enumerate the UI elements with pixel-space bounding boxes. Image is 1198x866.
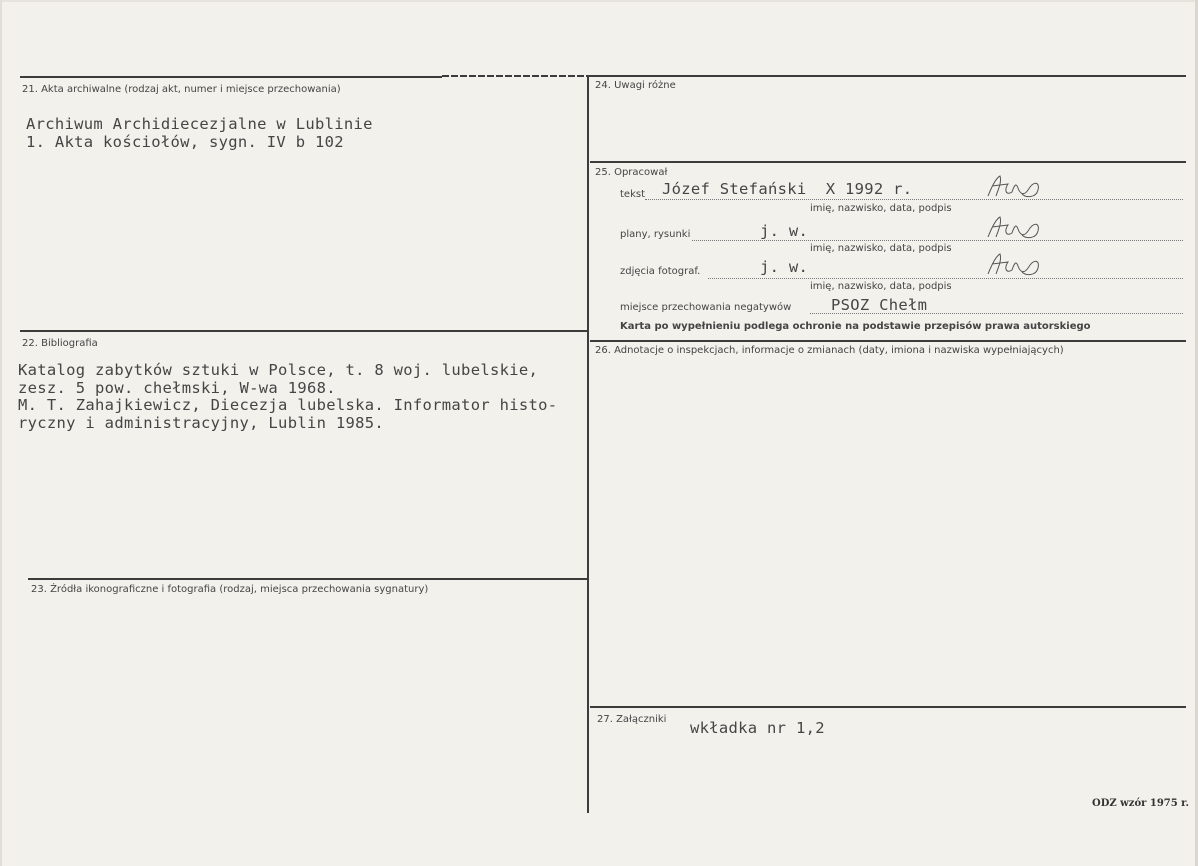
signature-plany (982, 213, 1044, 243)
section-24-label: 24. Uwagi różne (595, 80, 676, 91)
negatywy-dotted-line (810, 313, 1183, 314)
section-22-line-2: zesz. 5 pow. chełmski, W-wa 1968. (18, 379, 336, 397)
zdjecia-label: zdjęcia fotograf. (620, 266, 701, 277)
form-template-footer: ODZ wzór 1975 r. (1092, 798, 1190, 809)
paper-edge-left (0, 0, 2, 866)
tekst-caption: imię, nazwisko, data, podpis (810, 203, 952, 214)
center-divider (587, 76, 589, 813)
section-25-label: 25. Opracował (595, 167, 668, 178)
rule-top-left-dashed (442, 75, 588, 77)
signature-zdjecia (982, 250, 1044, 280)
section-22-label: 22. Bibliografia (22, 338, 98, 349)
rule-23-left (28, 578, 588, 580)
tekst-value: Józef Stefański X 1992 r. (662, 180, 913, 198)
section-23-label: 23. Źródła ikonograficzne i fotografia (rodzaj, miejsca przechowania sygnatury) (31, 584, 429, 595)
tekst-dotted-line (645, 199, 1183, 200)
rule-22-left (20, 330, 588, 332)
tekst-label: tekst (620, 189, 645, 200)
section-21-line-2: 1. Akta kościołów, sygn. IV b 102 (26, 133, 344, 151)
negatywy-label: miejsce przechowania negatywów (620, 302, 792, 313)
section-27-label: 27. Załączniki (597, 714, 667, 725)
section-26-label: 26. Adnotacje o inspekcjach, informacje o zmianach (daty, imiona i nazwiska wypełniających) (595, 345, 1064, 356)
plany-dotted-line (692, 240, 1183, 241)
copyright-notice: Karta po wypełnieniu podlega ochronie na podstawie przepisów prawa autorskiego (620, 321, 1091, 332)
rule-25-top (590, 161, 1186, 163)
zdjecia-caption: imię, nazwisko, data, podpis (810, 281, 952, 292)
section-22-line-4: ryczny i administracyjny, Lublin 1985. (18, 414, 385, 432)
section-22-line-1: Katalog zabytków sztuki w Polsce, t. 8 woj. lubelskie, (18, 361, 539, 379)
rule-26-top (590, 340, 1186, 342)
signature-tekst (982, 172, 1044, 202)
zdjecia-dotted-line (708, 278, 1183, 279)
section-21-line-1: Archiwum Archidiecezjalne w Lublinie (26, 115, 373, 133)
section-21-label: 21. Akta archiwalne (rodzaj akt, numer i miejsce przechowania) (22, 84, 341, 95)
section-27-value: wkładka nr 1,2 (690, 719, 825, 737)
plany-caption: imię, nazwisko, data, podpis (810, 243, 952, 254)
section-22-line-3: M. T. Zahajkiewicz, Diecezja lubelska. Informator histo- (18, 396, 558, 414)
rule-top-left (20, 76, 442, 78)
rule-27-top (590, 706, 1186, 708)
plany-value: j. w. (760, 222, 809, 240)
negatywy-value: PSOZ Chełm (831, 296, 928, 314)
plany-label: plany, rysunki (620, 229, 691, 240)
rule-top-right (588, 75, 1186, 77)
zdjecia-value: j. w. (760, 258, 809, 276)
paper-edge-top (0, 0, 1198, 2)
